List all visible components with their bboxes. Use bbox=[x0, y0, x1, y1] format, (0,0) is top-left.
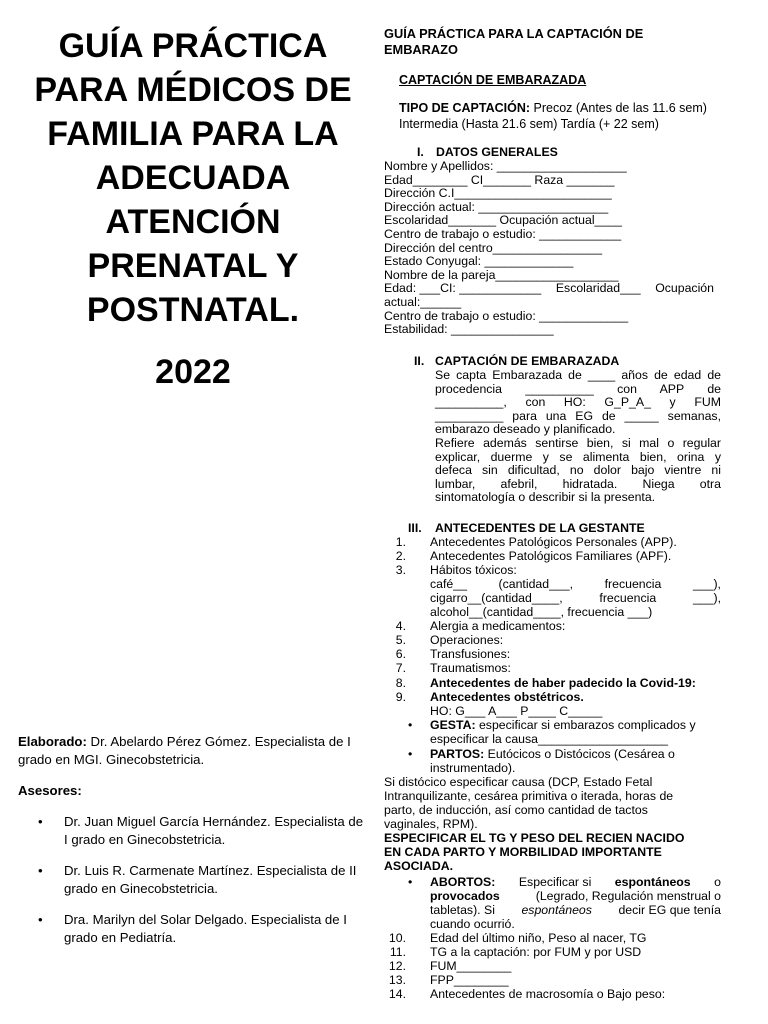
asesor-item: • Dra. Marilyn del Solar Delgado. Especialista de I grado en Pediatría. bbox=[18, 911, 368, 947]
item-text: Edad del último niño, Peso al nacer, TG bbox=[430, 931, 647, 945]
abortos-line: cuando ocurrió. bbox=[430, 917, 515, 931]
item-text: Traumatismos: bbox=[430, 661, 511, 675]
cover-year: 2022 bbox=[155, 353, 231, 391]
asesor-item: • Dr. Juan Miguel García Hernández. Especialista de I grado en Ginecobstetricia. bbox=[18, 813, 368, 849]
abortos-line: tabletas). Si espontáneos decir EG que tenía bbox=[430, 903, 721, 917]
s2-line: explicar, duerme y se alimenta bien, orina y bbox=[435, 449, 721, 464]
tipo-captacion bbox=[399, 100, 729, 132]
gesta-line: especificar la causa___________________ bbox=[430, 732, 668, 746]
item-number: 9. bbox=[395, 690, 406, 704]
datos-line: Nombre y Apellidos: ___________________ bbox=[384, 159, 627, 173]
item-number: 6. bbox=[395, 647, 406, 661]
especificar-line: ASOCIADA. bbox=[384, 859, 454, 873]
tipo-text: Intermedia (Hasta 21.6 sem) Tardía (+ 22 sem) bbox=[399, 117, 659, 131]
item-text: Transfusiones: bbox=[430, 647, 511, 661]
s2-line: __________, con HO: G_P_A_ y FUM bbox=[435, 395, 721, 410]
datos-line: Edad________ CI_______ Raza _______ bbox=[384, 172, 615, 187]
item-text: FPP________ bbox=[430, 973, 509, 987]
title-line: PRENATAL Y bbox=[87, 247, 299, 285]
tipo-label: TIPO DE CAPTACIÓN: bbox=[399, 101, 531, 115]
datos-line: Edad: ___CI: ____________ Escolaridad___ Ocupación bbox=[384, 281, 714, 296]
item-text: Antecedentes de haber padecido la Covid-19: bbox=[430, 676, 696, 690]
datos-line: Estabilidad: _______________ bbox=[384, 322, 554, 337]
item-number: 11. bbox=[389, 945, 406, 959]
item-number: 8. bbox=[395, 676, 406, 690]
s2-line: embarazo deseado y planificado. bbox=[435, 422, 616, 437]
title-line: GUÍA PRÁCTICA bbox=[58, 27, 328, 65]
title-line: ADECUADA bbox=[95, 159, 291, 197]
s2-line: Refiere además sentirse bien, si mal o regular bbox=[435, 435, 721, 450]
partos-line: instrumentado). bbox=[430, 761, 516, 775]
s2-line: __________ para una EG de _____ semanas, bbox=[435, 408, 721, 423]
item-text: Operaciones: bbox=[430, 633, 504, 647]
item-text: Antecedentes Patológicos Personales (APP). bbox=[430, 535, 677, 549]
section-2-body bbox=[435, 369, 721, 505]
asesores-list bbox=[18, 813, 368, 947]
item-number: 10. bbox=[388, 931, 406, 945]
title-line: POSTNATAL. bbox=[86, 291, 300, 329]
distocico-line: parto, de inducción, así como cantidad de tactos bbox=[384, 803, 648, 817]
item-text: Antecedentes obstétricos. bbox=[430, 690, 584, 704]
elaborado-label: Elaborado: bbox=[18, 734, 87, 749]
section-2-number: II. bbox=[414, 354, 425, 368]
datos-line: Dirección del centro________________ bbox=[384, 240, 603, 255]
bullet: • bbox=[408, 718, 413, 732]
title-line: FAMILIA PARA LA bbox=[47, 115, 339, 153]
section-3-title: ANTECEDENTES DE LA GESTANTE bbox=[435, 521, 645, 535]
form-column bbox=[384, 0, 724, 1024]
habito-line: cigarro__(cantidad____, frecuencia ___), bbox=[430, 591, 721, 605]
asesor-item: • Dr. Luis R. Carmenate Martínez. Especialista de II grado en Ginecobstetricia. bbox=[18, 862, 368, 898]
item-number: 1. bbox=[395, 535, 406, 549]
section-1-title: DATOS GENERALES bbox=[436, 145, 558, 159]
bullet: • bbox=[408, 875, 413, 889]
habito-line: alcohol__(cantidad____, frecuencia ___) bbox=[430, 605, 653, 619]
item-text: Antecedentes de macrosomía o Bajo peso: bbox=[430, 987, 666, 1001]
ho-line: HO: G___ A___ P____ C_____ bbox=[430, 704, 603, 718]
bullet: • bbox=[408, 747, 413, 761]
elaborado bbox=[18, 733, 368, 769]
s2-line: sintomatología o describir si la presenta. bbox=[435, 490, 656, 505]
item-text: Alergia a medicamentos: bbox=[430, 619, 566, 633]
s2-line: lumbar, afebril, hidratada. Niega otra bbox=[435, 476, 721, 491]
form-header-line: GUÍA PRÁCTICA PARA LA CAPTACIÓN DE bbox=[384, 26, 644, 41]
item-text: Antecedentes Patológicos Familiares (APF). bbox=[430, 549, 672, 563]
datos-line: Centro de trabajo o estudio: _____________ bbox=[384, 308, 629, 323]
habito-line: café__ (cantidad___, frecuencia ___), bbox=[430, 577, 721, 591]
datos-line: Dirección actual: ___________________ bbox=[384, 199, 609, 214]
captacion-title: CAPTACIÓN DE EMBARAZADA bbox=[399, 73, 587, 87]
form-header bbox=[384, 26, 714, 58]
distocico-line: vaginales, RPM). bbox=[384, 817, 478, 831]
elaborado-text: Dr. Abelardo Pérez Gómez. Especialista de I grado en MGI. Ginecobstetricia. bbox=[18, 734, 351, 767]
item-number: 5. bbox=[395, 633, 406, 647]
datos-generales bbox=[384, 160, 724, 337]
datos-line: Nombre de la pareja__________________ bbox=[384, 267, 619, 282]
s2-line: Se capta Embarazada de ____ años de edad de bbox=[435, 368, 721, 382]
cover-column bbox=[18, 0, 368, 1024]
datos-line: Centro de trabajo o estudio: ____________ bbox=[384, 226, 622, 241]
item-number: 14. bbox=[388, 987, 406, 1001]
cover-title bbox=[18, 24, 368, 332]
item-number: 13. bbox=[388, 973, 406, 987]
item-number: 7. bbox=[395, 661, 406, 675]
item-number: 2. bbox=[395, 549, 406, 563]
partos-line: PARTOS: Eutócicos o Distócicos (Cesárea o bbox=[430, 747, 675, 761]
form-header-line: EMBARAZO bbox=[384, 42, 458, 57]
item-number: 12. bbox=[388, 959, 406, 973]
datos-line: Dirección C.I_______________________ bbox=[384, 186, 612, 201]
credits bbox=[18, 733, 368, 960]
distocico-line: Intranquilizante, cesárea primitiva o iterada, horas de bbox=[384, 789, 674, 803]
item-number: 4. bbox=[395, 619, 406, 633]
item-text: TG a la captación: por FUM y por USD bbox=[430, 945, 642, 959]
asesores-label: Asesores: bbox=[18, 783, 82, 798]
gesta-line: GESTA: especificar si embarazos complicados y bbox=[430, 718, 696, 732]
section-1-number: I. bbox=[417, 145, 424, 159]
tipo-text: Precoz (Antes de las 11.6 sem) bbox=[530, 101, 707, 115]
distocico-line: Si distócico especificar causa (DCP, Estado Fetal bbox=[384, 775, 653, 789]
datos-line: actual:______ bbox=[384, 294, 462, 309]
item-text: Hábitos tóxicos: bbox=[430, 563, 517, 577]
especificar-line: EN CADA PARTO Y MORBILIDAD IMPORTANTE bbox=[384, 845, 662, 859]
item-number: 3. bbox=[395, 563, 406, 577]
s2-line: defeca sin dificultad, no dolor bajo vientre ni bbox=[435, 463, 721, 478]
especificar-line: ESPECIFICAR EL TG Y PESO DEL RECIEN NACIDO bbox=[384, 831, 685, 845]
title-line: PARA MÉDICOS DE bbox=[34, 71, 352, 109]
s2-line: procedencia __________ con APP de bbox=[435, 381, 721, 396]
title-line: ATENCIÓN bbox=[105, 203, 281, 241]
section-3-number: III. bbox=[408, 521, 422, 535]
antecedentes-list bbox=[384, 536, 724, 1006]
section-2-title: CAPTACIÓN DE EMBARAZADA bbox=[435, 354, 620, 368]
datos-line: Escolaridad_______ Ocupación actual____ bbox=[384, 213, 622, 228]
abortos-line: provocados (Legrado, Regulación menstrual o bbox=[430, 889, 721, 903]
datos-line: Estado Conyugal: _____________ bbox=[384, 254, 574, 269]
abortos-line: ABORTOS: Especificar si espontáneos o bbox=[430, 875, 721, 889]
item-text: FUM________ bbox=[430, 959, 512, 973]
